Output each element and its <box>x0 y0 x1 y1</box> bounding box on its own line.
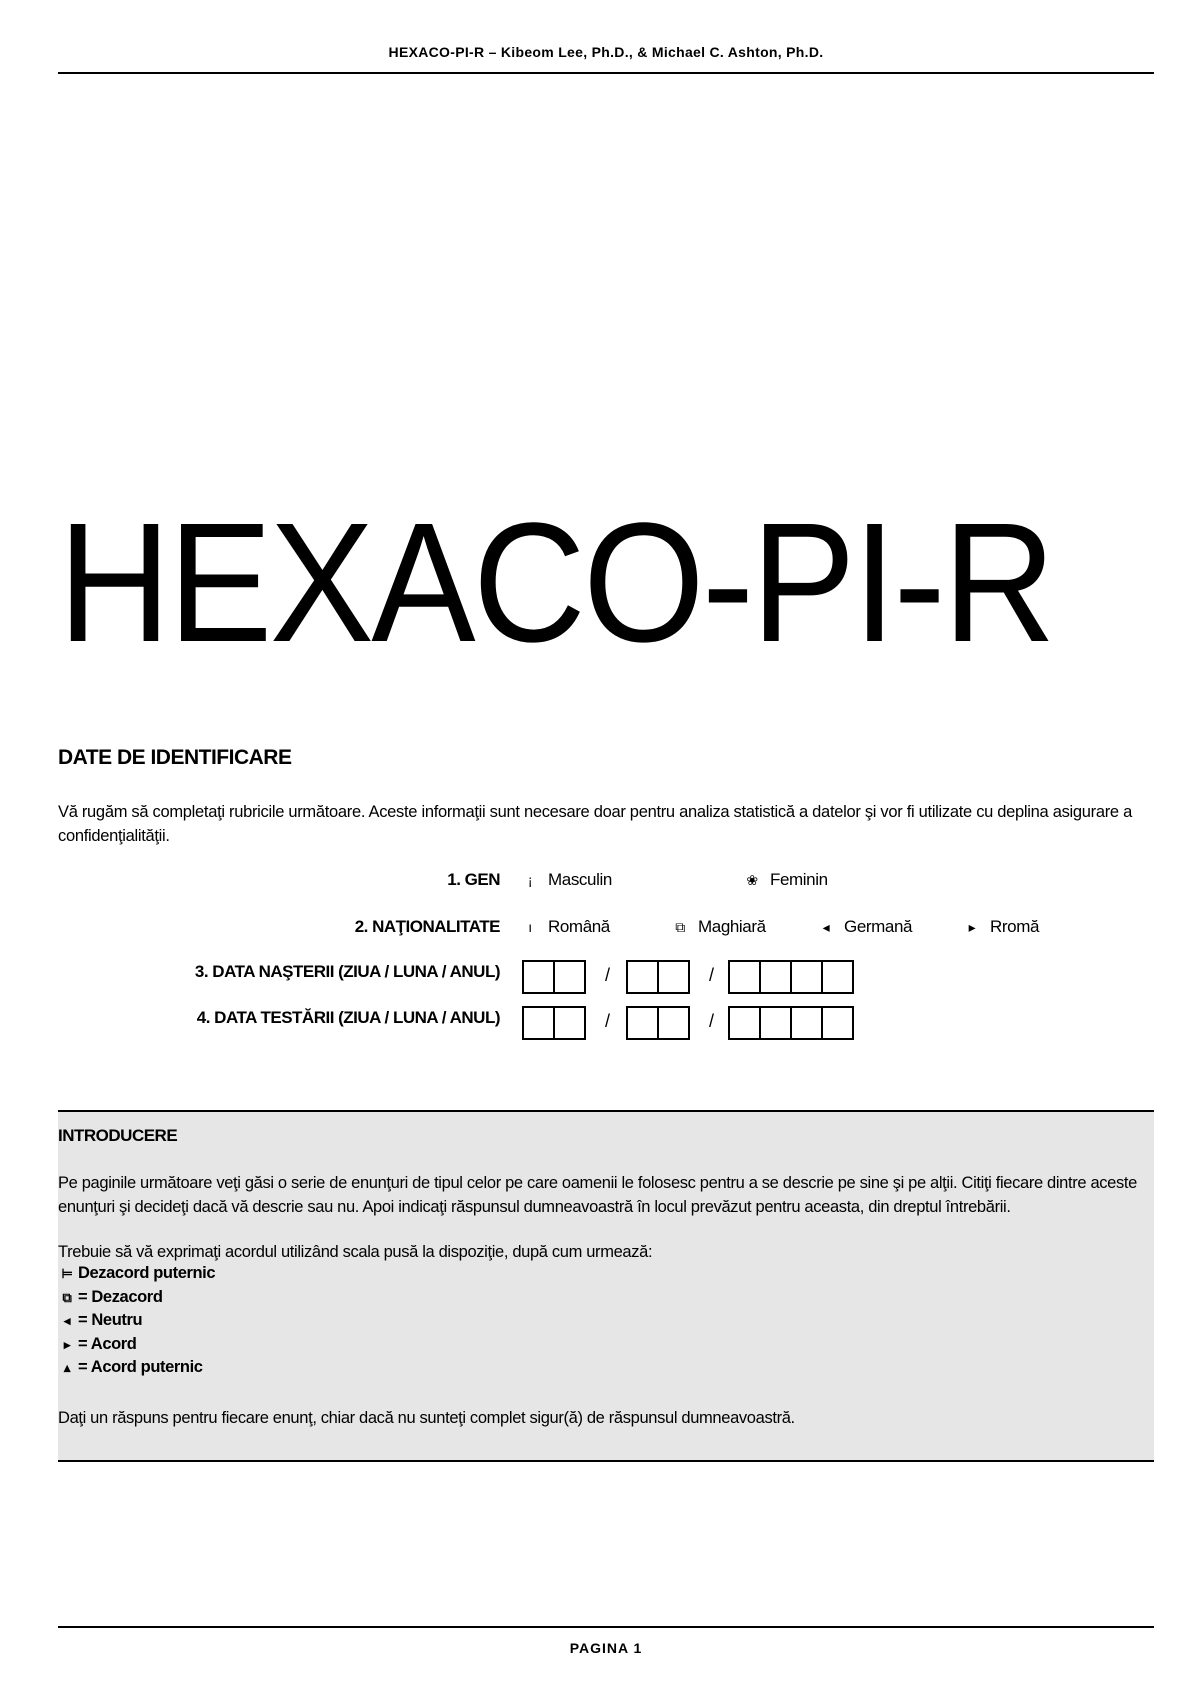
introduction-panel <box>58 1110 1154 1462</box>
digit-box[interactable] <box>626 1006 659 1040</box>
introduction-paragraph-1: Pe paginile următoare veţi găsi o serie de enunţuri de tipul celor pe care oamenii le folosesc pentru a se descrie pe sine şi pe alţii. Citiţi fiecare dintre aceste enunţuri şi decideţi dacă vă descrie sau nu. Apoi indicaţi răspunsul dumneavoastră în locul prevăzut pentru aceasta, din dreptul întrebării. <box>58 1174 1137 1216</box>
scale-item: ◂ = Neutru <box>58 1309 215 1333</box>
scale-3-icon: ◂ <box>63 1313 71 1328</box>
option-4-icon: ▸ <box>968 919 976 935</box>
scale-item: ⊨ Dezacord puternic <box>58 1262 215 1286</box>
date-separator: / <box>709 1011 715 1031</box>
nationality-option-maghiara[interactable]: ⧉ Maghiară <box>672 917 766 937</box>
digit-box[interactable] <box>790 1006 823 1040</box>
digit-box[interactable] <box>821 1006 854 1040</box>
response-scale-legend <box>58 1262 215 1380</box>
digit-box[interactable] <box>657 1006 690 1040</box>
nationality-option-germana[interactable]: ◂ Germană <box>818 917 912 937</box>
introduction-paragraph-2: Trebuie să vă exprimaţi acordul utilizând scala pusă la dispoziţie, după cum urmează: <box>58 1243 653 1261</box>
scale-4-icon: ▸ <box>63 1336 71 1352</box>
digit-box[interactable] <box>626 960 659 994</box>
option-3-icon: ◂ <box>822 919 830 935</box>
digit-box[interactable] <box>759 960 792 994</box>
birth-date-label: 3. DATA NAŞTERII (ZIUA / LUNA / ANUL) <box>194 962 500 981</box>
test-date-label: 4. DATA TESTĂRII (ZIUA / LUNA / ANUL) <box>196 1008 500 1027</box>
identification-heading: DATE DE IDENTIFICARE <box>58 746 292 769</box>
introduction-heading: INTRODUCERE <box>58 1126 178 1145</box>
gender-option-male[interactable]: ¡ Masculin <box>522 870 612 890</box>
option-2-icon: ⧉ <box>675 919 685 935</box>
birth-day-input[interactable] <box>522 960 586 994</box>
date-separator: / <box>709 965 715 985</box>
digit-box[interactable] <box>522 960 555 994</box>
nationality-option-romana[interactable]: ı Română <box>522 917 610 937</box>
option-1-icon: ı <box>528 919 532 935</box>
introduction-paragraph-3: Daţi un răspuns pentru fiecare enunţ, chiar dacă nu sunteţi complet sigur(ă) de răspunsul dumneavoastră. <box>58 1409 795 1427</box>
test-year-input[interactable] <box>728 1006 854 1040</box>
gender-label: 1. GEN <box>447 870 500 889</box>
digit-box[interactable] <box>790 960 823 994</box>
digit-box[interactable] <box>657 960 690 994</box>
female-icon: ❀ <box>746 872 758 888</box>
scale-item: ▸ = Acord <box>58 1333 215 1357</box>
page-header: HEXACO-PI-R – Kibeom Lee, Ph.D., & Michael C. Ashton, Ph.D. <box>388 44 824 60</box>
scale-item: ▴ = Acord puternic <box>58 1356 215 1380</box>
digit-box[interactable] <box>553 960 586 994</box>
test-day-input[interactable] <box>522 1006 586 1040</box>
document-title: HEXACO-PI-R <box>58 488 1054 678</box>
header-divider <box>58 72 1154 74</box>
date-separator: / <box>605 965 611 985</box>
male-icon: ¡ <box>527 872 533 888</box>
identification-intro: Vă rugăm să completaţi rubricile următoare. Aceste informaţii sunt necesare doar pentru analiza statistică a datelor şi vor fi utilizate cu deplina asigurare a confidenţialităţii. <box>58 803 1132 845</box>
digit-box[interactable] <box>821 960 854 994</box>
nationality-label: 2. NAŢIONALITATE <box>354 917 500 936</box>
gender-option-female[interactable]: ❀ Feminin <box>744 870 828 890</box>
test-month-input[interactable] <box>626 1006 690 1040</box>
scale-5-icon: ▴ <box>63 1360 71 1375</box>
footer-divider <box>58 1626 1154 1628</box>
digit-box[interactable] <box>553 1006 586 1040</box>
birth-year-input[interactable] <box>728 960 854 994</box>
page-number: PAGINA 1 <box>569 1640 643 1656</box>
digit-box[interactable] <box>522 1006 555 1040</box>
nationality-option-rroma[interactable]: ▸ Rromă <box>964 917 1039 937</box>
digit-box[interactable] <box>759 1006 792 1040</box>
scale-item: ⧉ = Dezacord <box>58 1286 215 1310</box>
date-separator: / <box>605 1011 611 1031</box>
digit-box[interactable] <box>728 960 761 994</box>
scale-2-icon: ⧉ <box>62 1289 72 1305</box>
digit-box[interactable] <box>728 1006 761 1040</box>
birth-month-input[interactable] <box>626 960 690 994</box>
scale-1-icon: ⊨ <box>61 1266 73 1281</box>
